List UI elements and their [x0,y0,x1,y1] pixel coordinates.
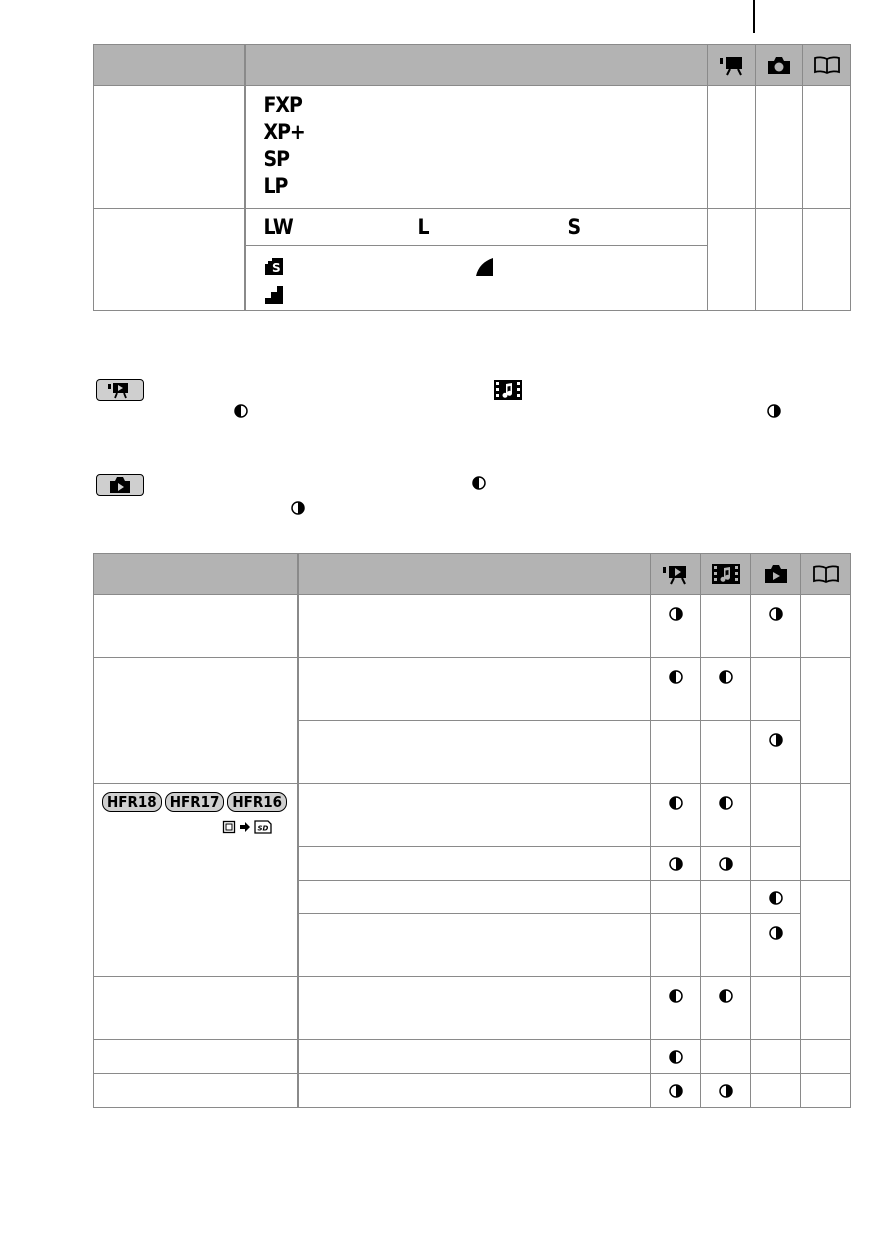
availability-cell [651,658,701,721]
ref-cell [801,977,851,1040]
half-filled-circle-right-icon [769,607,783,621]
music-film-icon [494,380,522,400]
superfine-quality-icon [264,256,284,276]
built-in-memory-icon [222,820,236,834]
menu-item-cell [94,1040,298,1074]
option-cell [298,881,651,914]
menu-item-cell [94,209,245,311]
ref-cell [801,784,851,881]
option-cell [298,784,651,847]
photo-size-options [245,209,708,246]
ref-cell [801,1040,851,1074]
availability-cell [651,1040,701,1074]
half-filled-circle-left-icon [719,989,733,1003]
half-filled-circle-left-icon [234,404,248,418]
col-header-page-ref [803,45,851,86]
availability-cell [751,1040,801,1074]
half-filled-circle-right-icon [769,926,783,940]
model-badge-hfr16: HFR16 [227,792,287,812]
half-filled-circle-left-icon [669,670,683,684]
page-marker-line [753,0,755,33]
option-cell [298,721,651,784]
half-filled-circle-right-icon [719,857,733,871]
option-cell [298,1074,651,1108]
book-icon [812,564,840,584]
menu-item-cell [94,86,245,209]
availability-cell [751,658,801,721]
half-filled-circle-left-icon [719,670,733,684]
availability-cell [651,977,701,1040]
availability-cell [651,721,701,784]
availability-cell [651,847,701,881]
half-filled-circle-right-icon [669,857,683,871]
movie-cell [708,86,756,209]
availability-cell [651,595,701,658]
option-cell [298,595,651,658]
movie-playback-button [96,379,144,401]
availability-cell [751,847,801,881]
svg-text:SD: SD [257,824,269,833]
option-cell [298,658,651,721]
half-filled-circle-right-icon [669,1084,683,1098]
col-header-movie-mode [708,45,756,86]
half-filled-circle-left-icon [719,796,733,810]
ref-cell [803,86,851,209]
settings-table-1 [93,44,851,311]
availability-cell [701,784,751,847]
recording-mode-options [245,86,708,209]
size-s: S [567,214,581,239]
availability-cell [751,1074,801,1108]
availability-cell [701,721,751,784]
availability-cell [651,914,701,977]
mode-fxp: FXP [263,93,302,117]
availability-cell [701,847,751,881]
settings-table-2 [93,553,851,1108]
model-specific-menu-item [94,784,298,977]
size-l: L [417,214,429,239]
col-header-photo-mode [756,45,803,86]
movie-cell [708,209,756,311]
col-header-setting-options [245,45,708,86]
availability-cell [701,1074,751,1108]
photo-playback-button [96,474,144,496]
svg-text:S: S [271,261,281,275]
half-filled-circle-left-icon [669,796,683,810]
availability-cell [701,977,751,1040]
availability-cell [751,595,801,658]
col-header-music-video [701,554,751,595]
music-film-icon [712,564,740,584]
photo-cell [756,209,803,311]
movie-camera-icon [662,563,690,585]
availability-cell [701,881,751,914]
availability-cell [701,658,751,721]
movie-camera-icon [718,54,746,76]
half-filled-circle-right-icon [669,607,683,621]
photo-quality-options [245,246,708,311]
availability-cell [751,881,801,914]
availability-cell [751,914,801,977]
availability-cell [651,881,701,914]
camera-icon [765,54,793,76]
half-filled-circle-left-icon [472,476,486,490]
movie-camera-icon [107,381,133,399]
availability-cell [701,914,751,977]
half-filled-circle-right-icon [719,1084,733,1098]
menu-item-cell [94,977,298,1040]
sd-card-icon [254,820,272,834]
menu-item-cell [94,1074,298,1108]
photo-playback-icon [763,563,789,585]
arrow-right-icon [240,822,250,832]
availability-cell [751,977,801,1040]
mode-sp: SP [263,147,289,171]
ref-cell [801,658,851,784]
half-filled-circle-right-icon [769,733,783,747]
col-header-menu-item [94,554,298,595]
col-header-movie-playback [651,554,701,595]
book-icon [813,55,841,75]
col-header-photo-playback [751,554,801,595]
photo-cell [756,86,803,209]
mode-lp: LP [263,174,288,198]
option-cell [298,847,651,881]
availability-cell [651,1074,701,1108]
availability-cell [701,1040,751,1074]
photo-playback-icon [109,476,131,494]
fine-quality-icon [474,257,494,277]
size-lw: LW [263,214,293,239]
ref-cell [801,881,851,977]
half-filled-circle-left-icon [769,891,783,905]
col-header-setting-options [298,554,651,595]
ref-cell [801,595,851,658]
option-cell [298,977,651,1040]
normal-quality-icon [264,285,284,305]
model-badge-hfr18: HFR18 [102,792,162,812]
half-filled-circle-left-icon [669,1050,683,1064]
half-filled-circle-left-icon [669,989,683,1003]
option-cell [298,1040,651,1074]
col-header-page-ref [801,554,851,595]
half-filled-circle-right-icon [291,501,305,515]
availability-cell [751,784,801,847]
availability-cell [651,784,701,847]
ref-cell [801,1074,851,1108]
option-cell [298,914,651,977]
mode-xp-plus: XP+ [263,120,305,144]
menu-item-cell [94,658,298,784]
col-header-menu-item [94,45,245,86]
availability-cell [751,721,801,784]
ref-cell [803,209,851,311]
half-filled-circle-right-icon [767,404,781,418]
availability-cell [701,595,751,658]
menu-item-cell [94,595,298,658]
model-badge-hfr17: HFR17 [165,792,225,812]
